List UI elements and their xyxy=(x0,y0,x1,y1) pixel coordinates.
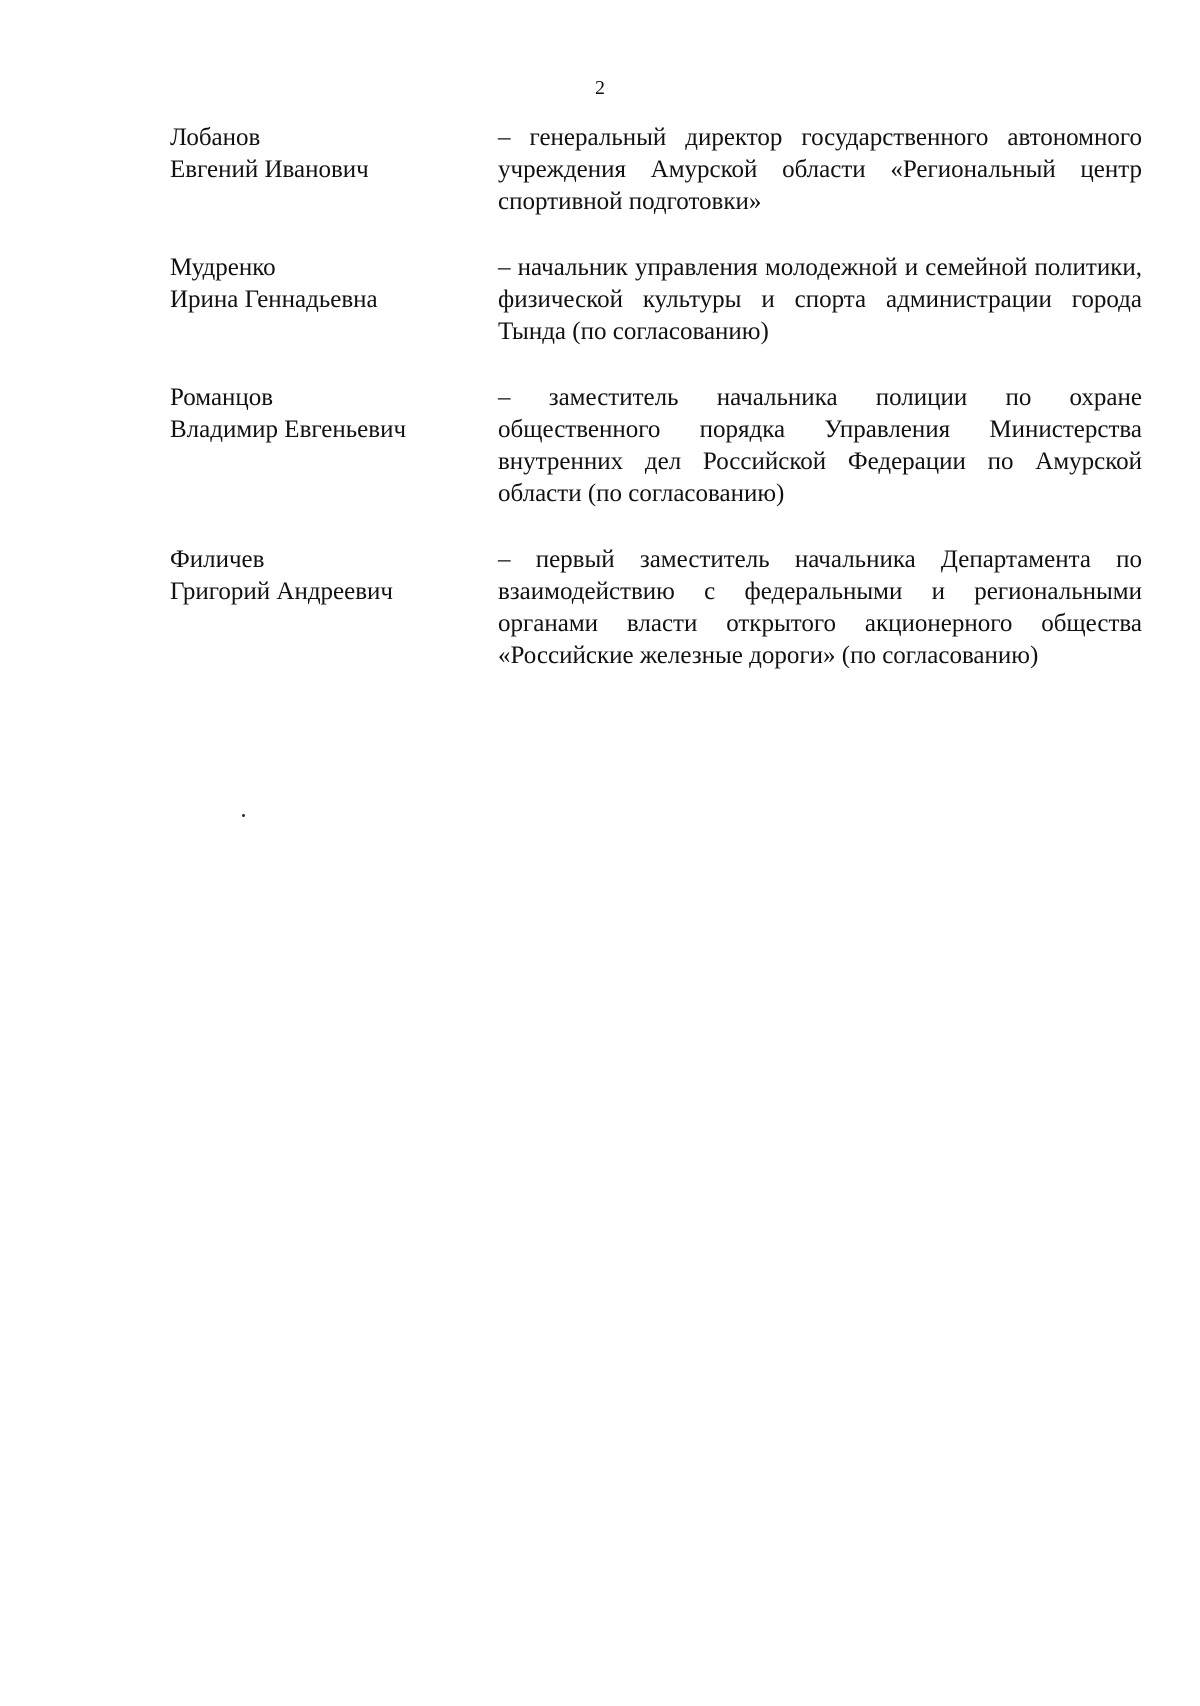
member-position: – первый заместитель начальника Департамента по взаимодействию с федеральными и региональными органами власти открытого акционерного общества «Российские железные дороги» (по согласованию) xyxy=(498,546,1142,669)
member-entry xyxy=(170,382,1142,510)
members-list xyxy=(170,122,1142,706)
member-position: – генеральный директор государственного автономного учреждения Амурской области «Региональный центр спортивной подготовки» xyxy=(498,124,1142,215)
member-surname: Лобанов xyxy=(170,124,261,151)
member-surname: Мудренко xyxy=(170,254,276,281)
member-surname: Романцов xyxy=(170,384,274,411)
member-entry xyxy=(170,122,1142,218)
member-given-names: Ирина Геннадьевна xyxy=(170,286,378,313)
member-position: – начальник управления молодежной и семейной политики, физической культуры и спорта администрации города Тында (по согласованию) xyxy=(498,254,1142,345)
page-number: 2 xyxy=(595,77,605,99)
member-entry xyxy=(170,544,1142,672)
member-name xyxy=(170,252,498,348)
member-given-names: Евгений Иванович xyxy=(170,156,369,183)
member-entry xyxy=(170,252,1142,348)
member-given-names: Владимир Евгеньевич xyxy=(170,416,407,443)
member-name xyxy=(170,382,498,510)
scan-speck xyxy=(242,814,245,817)
member-name xyxy=(170,122,498,218)
member-position: – заместитель начальника полиции по охране общественного порядка Управления Министерства внутренних дел Российской Федерации по Амурской области (по согласованию) xyxy=(498,384,1142,507)
member-name xyxy=(170,544,498,672)
member-given-names: Григорий Андреевич xyxy=(170,578,393,605)
member-surname: Филичев xyxy=(170,546,265,573)
